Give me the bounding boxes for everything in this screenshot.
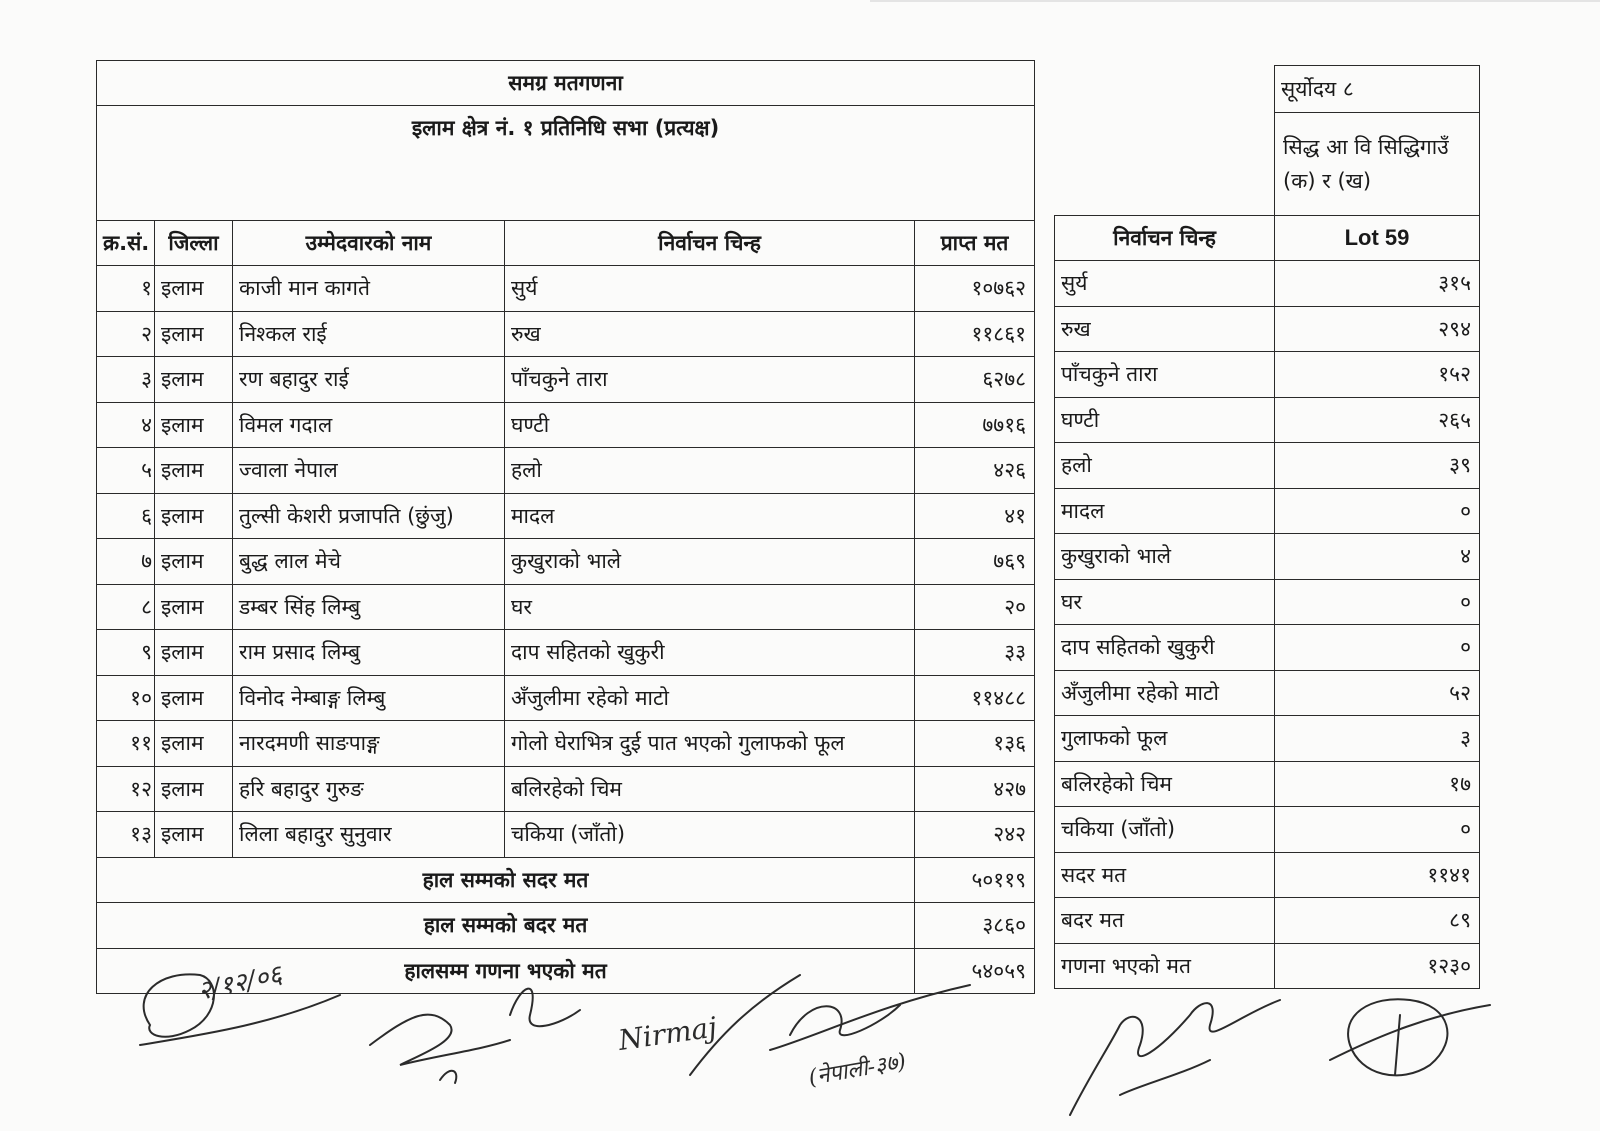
row-candidate: काजी मान कागते (233, 266, 505, 312)
table-row (97, 675, 1035, 721)
row-sn: ९ (97, 630, 155, 676)
row-symbol: पाँचकुने तारा (505, 357, 915, 403)
row-votes: ६२७८ (915, 357, 1035, 403)
total-label: हालसम्म गणना भएको मत (97, 948, 915, 994)
candidate-rows (97, 266, 1035, 858)
side-total-row (1055, 898, 1480, 944)
header-votes: प्राप्त मत (915, 221, 1035, 266)
signature-name-text: Nirmaj (616, 1010, 719, 1057)
side-row-symbol: कुखुराको भाले (1055, 534, 1275, 580)
side-total-label: गणना भएको मत (1055, 943, 1275, 989)
side-row-votes: ५२ (1275, 670, 1480, 716)
table-row (97, 266, 1035, 312)
signature-3 (615, 975, 800, 1075)
side-row-symbol: सुर्य (1055, 261, 1275, 307)
row-symbol: चकिया (जाँतो) (505, 812, 915, 858)
row-sn: १ (97, 266, 155, 312)
row-symbol: घर (505, 584, 915, 630)
side-row-symbol: हलो (1055, 443, 1275, 489)
table-row (97, 402, 1035, 448)
signature-1 (140, 959, 340, 1045)
side-row-symbol: अँजुलीमा रहेको माटो (1055, 670, 1275, 716)
row-candidate: रण बहादुर राई (233, 357, 505, 403)
side-row (1055, 306, 1480, 352)
side-row-symbol: मादल (1055, 488, 1275, 534)
row-candidate: विमल गदाल (233, 402, 505, 448)
row-candidate: ज्वाला नेपाल (233, 448, 505, 494)
polling-center-table (1054, 65, 1480, 989)
row-symbol: कुखुराको भाले (505, 539, 915, 585)
side-row-symbol: गुलाफको फूल (1055, 716, 1275, 762)
row-district: इलाम (155, 448, 233, 494)
side-total-value: ८९ (1275, 898, 1480, 944)
side-symbol-rows (1055, 261, 1480, 853)
school-name: सिद्ध आ वि सिद्धिगाउँ (क) र (ख) (1275, 113, 1480, 216)
side-row (1055, 670, 1480, 716)
signature-area (120, 955, 1500, 1125)
row-sn: ५ (97, 448, 155, 494)
scan-edge (870, 0, 1600, 2)
row-sn: ४ (97, 402, 155, 448)
row-votes: ४१ (915, 493, 1035, 539)
side-total-label: सदर मत (1055, 852, 1275, 898)
row-candidate: तुल्सी केशरी प्रजापति (छुंजु) (233, 493, 505, 539)
signature-6 (1330, 999, 1490, 1075)
table-row (97, 766, 1035, 812)
booth-name: सूर्योदय ८ (1275, 66, 1480, 113)
side-row-symbol: दाप सहितको खुकुरी (1055, 625, 1275, 671)
row-votes: २४२ (915, 812, 1035, 858)
table-row (97, 493, 1035, 539)
table-row (97, 357, 1035, 403)
side-row-votes: ० (1275, 807, 1480, 853)
side-row (1055, 397, 1480, 443)
side-row-symbol: घर (1055, 579, 1275, 625)
side-total-row (1055, 852, 1480, 898)
table-row (97, 311, 1035, 357)
row-symbol: घण्टी (505, 402, 915, 448)
row-sn: ८ (97, 584, 155, 630)
total-row (97, 903, 1035, 949)
row-candidate: नारदमणी साङपाङ्ग (233, 721, 505, 767)
row-votes: १०७६२ (915, 266, 1035, 312)
row-district: इलाम (155, 721, 233, 767)
side-row (1055, 761, 1480, 807)
row-district: इलाम (155, 584, 233, 630)
header-sn: क्र.सं. (97, 221, 155, 266)
side-total-label: बदर मत (1055, 898, 1275, 944)
side-row (1055, 716, 1480, 762)
table-header-row (97, 221, 1035, 266)
row-votes: ११४८८ (915, 675, 1035, 721)
header-symbol: निर्वाचन चिन्ह (505, 221, 915, 266)
table-row (97, 584, 1035, 630)
side-row-votes: १७ (1275, 761, 1480, 807)
row-sn: १३ (97, 812, 155, 858)
constituency-title: इलाम क्षेत्र नं. १ प्रतिनिधि सभा (प्रत्यक्ष) (97, 106, 1035, 221)
side-row-symbol: पाँचकुने तारा (1055, 352, 1275, 398)
row-symbol: अँजुलीमा रहेको माटो (505, 675, 915, 721)
sheet-title: समग्र मतगणना (97, 61, 1035, 106)
table-row (97, 448, 1035, 494)
row-district: इलाम (155, 357, 233, 403)
table-row (97, 630, 1035, 676)
row-district: इलाम (155, 266, 233, 312)
row-district: इलाम (155, 766, 233, 812)
side-row-votes: १५२ (1275, 352, 1480, 398)
side-row-votes: ३१५ (1275, 261, 1480, 307)
row-votes: २० (915, 584, 1035, 630)
side-row (1055, 534, 1480, 580)
side-row (1055, 261, 1480, 307)
row-candidate: बुद्ध लाल मेचे (233, 539, 505, 585)
side-row-votes: ३ (1275, 716, 1480, 762)
side-row-votes: ० (1275, 488, 1480, 534)
blank-cell (1055, 66, 1275, 113)
row-votes: १३६ (915, 721, 1035, 767)
signature-2 (370, 989, 580, 1083)
row-candidate: राम प्रसाद लिम्बु (233, 630, 505, 676)
row-district: इलाम (155, 539, 233, 585)
row-symbol: सुर्य (505, 266, 915, 312)
row-symbol: बलिरहेको चिम (505, 766, 915, 812)
side-row-votes: २९४ (1275, 306, 1480, 352)
row-symbol: मादल (505, 493, 915, 539)
signature-5 (1070, 1000, 1280, 1115)
row-district: इलाम (155, 675, 233, 721)
side-row-votes: ० (1275, 579, 1480, 625)
row-district: इलाम (155, 812, 233, 858)
side-row-votes: ३९ (1275, 443, 1480, 489)
row-votes: ७७१६ (915, 402, 1035, 448)
row-votes: ४२७ (915, 766, 1035, 812)
row-district: इलाम (155, 402, 233, 448)
side-total-value: १२३० (1275, 943, 1480, 989)
side-row-votes: ० (1275, 625, 1480, 671)
overall-tally-table (96, 60, 1035, 994)
side-row (1055, 807, 1480, 853)
table-row (97, 721, 1035, 767)
side-row (1055, 488, 1480, 534)
blank-cell (1055, 113, 1275, 216)
side-header-row (1055, 216, 1480, 261)
side-row-symbol: घण्टी (1055, 397, 1275, 443)
side-row (1055, 625, 1480, 671)
table-row (97, 812, 1035, 858)
signature-note-text: (नेपाली-३७) (806, 1049, 909, 1091)
side-total-value: ११४१ (1275, 852, 1480, 898)
signature-4 (770, 985, 970, 1091)
row-district: इलाम (155, 311, 233, 357)
row-sn: ६ (97, 493, 155, 539)
table-row (97, 539, 1035, 585)
row-sn: ७ (97, 539, 155, 585)
side-row-symbol: बलिरहेको चिम (1055, 761, 1275, 807)
row-candidate: हरि बहादुर गुरुङ (233, 766, 505, 812)
side-row-symbol: रुख (1055, 306, 1275, 352)
row-symbol: हलो (505, 448, 915, 494)
row-symbol: दाप सहितको खुकुरी (505, 630, 915, 676)
total-value: ५०११९ (915, 857, 1035, 903)
row-district: इलाम (155, 630, 233, 676)
side-row-votes: २६५ (1275, 397, 1480, 443)
row-district: इलाम (155, 493, 233, 539)
total-row (97, 857, 1035, 903)
row-sn: २ (97, 311, 155, 357)
row-symbol: गोलो घेराभित्र दुई पात भएको गुलाफको फूल (505, 721, 915, 767)
lot-label: Lot 59 (1275, 216, 1480, 261)
row-sn: १० (97, 675, 155, 721)
total-label: हाल सम्मको सदर मत (97, 857, 915, 903)
total-label: हाल सम्मको बदर मत (97, 903, 915, 949)
row-votes: ११८६१ (915, 311, 1035, 357)
row-candidate: विनोद नेम्बाङ्ग लिम्बु (233, 675, 505, 721)
row-candidate: निश्कल राई (233, 311, 505, 357)
total-value: ३८६० (915, 903, 1035, 949)
side-row-symbol: चकिया (जाँतो) (1055, 807, 1275, 853)
row-sn: १२ (97, 766, 155, 812)
row-votes: ३३ (915, 630, 1035, 676)
row-votes: ४२६ (915, 448, 1035, 494)
side-row (1055, 579, 1480, 625)
header-candidate: उम्मेदवारको नाम (233, 221, 505, 266)
signature-date-text: २/१२/०६ (195, 959, 285, 1007)
side-row (1055, 443, 1480, 489)
side-header-symbol: निर्वाचन चिन्ह (1055, 216, 1275, 261)
row-sn: ३ (97, 357, 155, 403)
side-row-votes: ४ (1275, 534, 1480, 580)
row-candidate: डम्बर सिंह लिम्बु (233, 584, 505, 630)
row-votes: ७६९ (915, 539, 1035, 585)
header-district: जिल्ला (155, 221, 233, 266)
side-row (1055, 352, 1480, 398)
row-sn: ११ (97, 721, 155, 767)
row-symbol: रुख (505, 311, 915, 357)
row-candidate: लिला बहादुर सुनुवार (233, 812, 505, 858)
total-value: ५४०५९ (915, 948, 1035, 994)
